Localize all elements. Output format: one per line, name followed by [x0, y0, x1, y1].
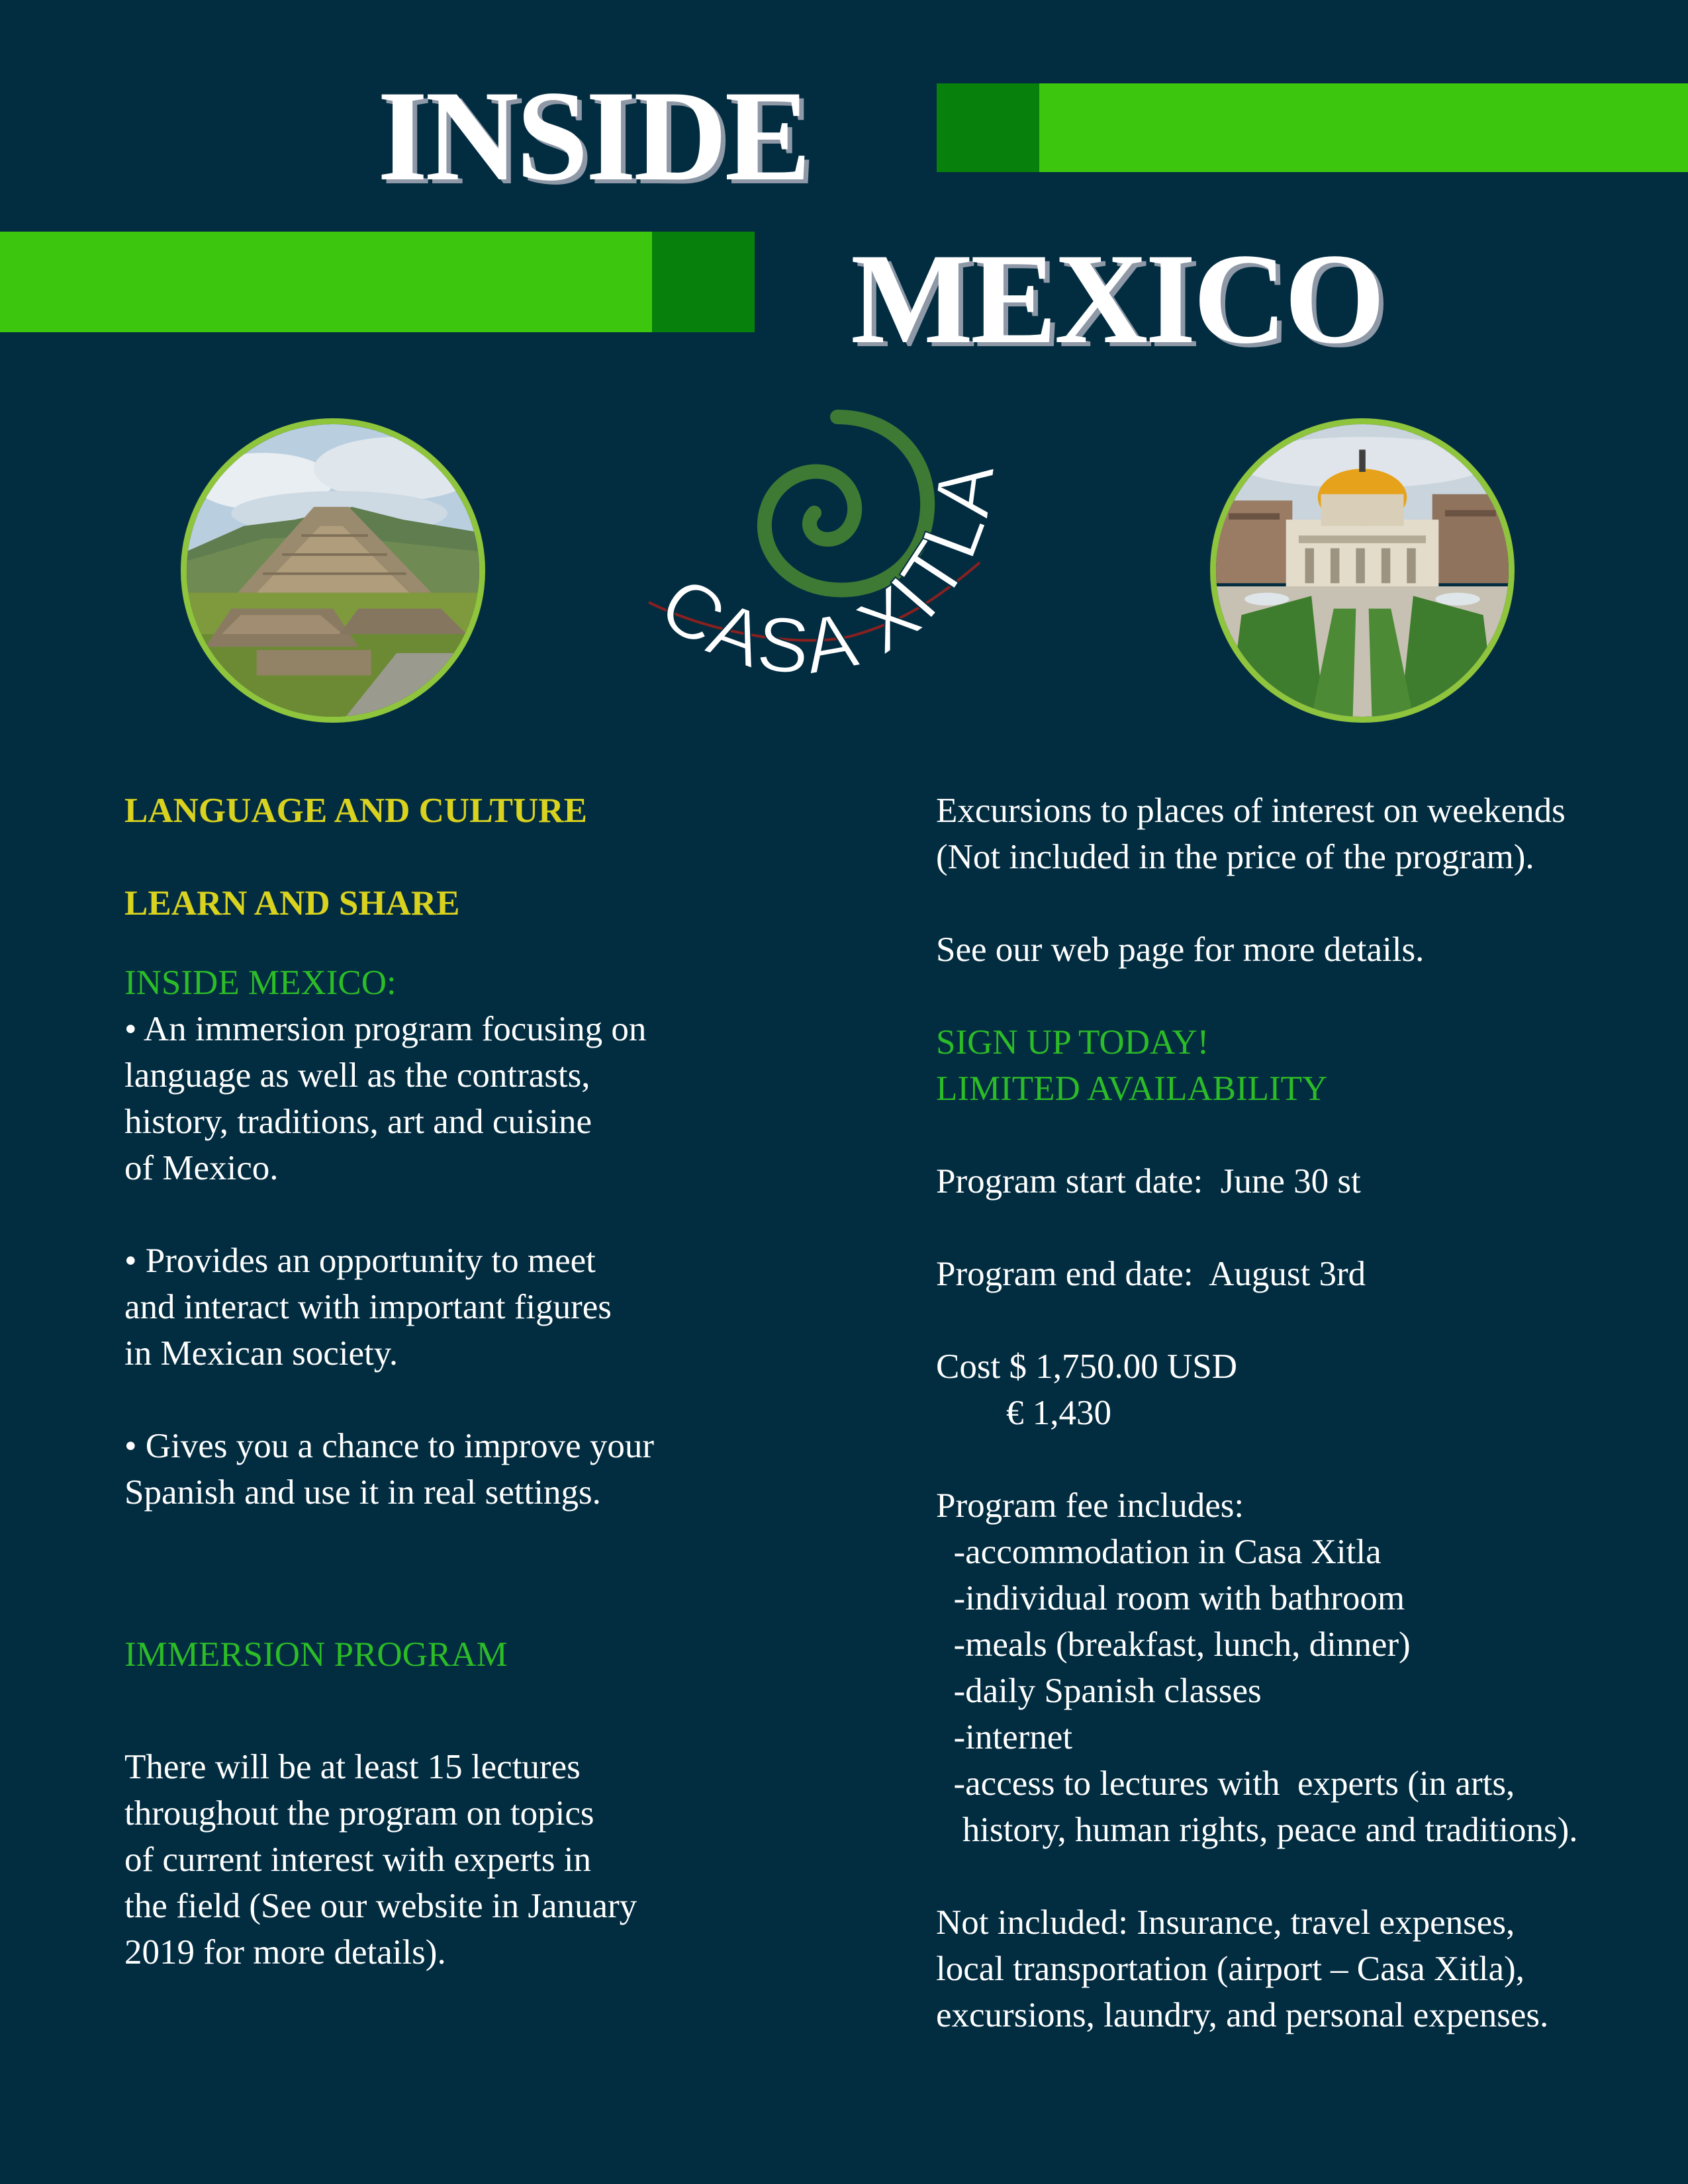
section-title-inside-mexico: INSIDE MEXICO:	[124, 964, 397, 1002]
includes-item: -accommodation in Casa Xitla	[936, 1533, 1382, 1571]
signup-heading: SIGN UP TODAY!	[936, 1023, 1209, 1062]
includes-item: -access to lectures with experts (in arts,	[936, 1764, 1515, 1803]
text-line: Spanish and use it in real settings.	[124, 1473, 601, 1512]
section-title-immersion: IMMERSION PROGRAM	[124, 1635, 508, 1674]
title-inside: INSIDE	[377, 64, 809, 208]
text-line: language as well as the contrasts,	[124, 1056, 590, 1095]
availability-heading: LIMITED AVAILABILITY	[936, 1069, 1328, 1108]
text-line: • Provides an opportunity to meet	[124, 1242, 596, 1280]
left-column	[124, 788, 820, 1976]
heading-learn-share: LEARN AND SHARE	[124, 884, 460, 923]
text-line: the field (See our website in January	[124, 1887, 637, 1925]
includes-item: history, human rights, peace and traditions).	[936, 1811, 1578, 1849]
heading-language-culture: LANGUAGE AND CULTURE	[124, 792, 587, 830]
text-line: and interact with important figures	[124, 1288, 612, 1326]
text-line: • An immersion program focusing on	[124, 1010, 647, 1048]
text-line: in Mexican society.	[124, 1334, 399, 1373]
text-line: There will be at least 15 lectures	[124, 1748, 581, 1786]
not-included: Not included: Insurance, travel expenses,	[936, 1903, 1515, 1942]
includes-item: -internet	[936, 1718, 1073, 1756]
title-mexico: MEXICO	[851, 227, 1383, 371]
text-line: • Gives you a chance to improve your	[124, 1427, 655, 1465]
not-included: local transportation (airport – Casa Xitla),	[936, 1950, 1524, 1988]
logo-text: CASA XITLA	[644, 456, 1012, 692]
accent-bar-dark	[937, 83, 1039, 172]
right-column	[936, 788, 1677, 2038]
end-date: Program end date: August 3rd	[936, 1255, 1366, 1293]
includes-item: -meals (breakfast, lunch, dinner)	[936, 1625, 1411, 1664]
start-date: Program start date: June 30 st	[936, 1162, 1361, 1201]
text-line: of current interest with experts in	[124, 1841, 591, 1879]
accent-bar-light	[1039, 83, 1688, 172]
pyramid-photo	[181, 418, 485, 723]
casa-xitla-logo	[635, 397, 1046, 741]
includes-item: -daily Spanish classes	[936, 1672, 1262, 1710]
cost-eur: € 1,430	[936, 1394, 1111, 1432]
accent-bar-light	[0, 232, 652, 332]
not-included: excursions, laundry, and personal expenses.	[936, 1996, 1549, 2034]
web-page-note: See our web page for more details.	[936, 931, 1425, 969]
accent-bar-dark	[652, 232, 755, 332]
cost-usd: Cost $ 1,750.00 USD	[936, 1347, 1237, 1386]
includes-item: -individual room with bathroom	[936, 1579, 1405, 1617]
svg-text:CASA XITLA	[644, 456, 1011, 691]
palace-photo	[1210, 418, 1515, 723]
text-line: (Not included in the price of the program).	[936, 838, 1534, 876]
text-line: Excursions to places of interest on weekends	[936, 792, 1566, 830]
text-line: 2019 for more details).	[124, 1933, 446, 1972]
includes-title: Program fee includes:	[936, 1486, 1244, 1525]
text-line: of Mexico.	[124, 1149, 279, 1187]
text-line: history, traditions, art and cuisine	[124, 1103, 592, 1141]
text-line: throughout the program on topics	[124, 1794, 594, 1833]
